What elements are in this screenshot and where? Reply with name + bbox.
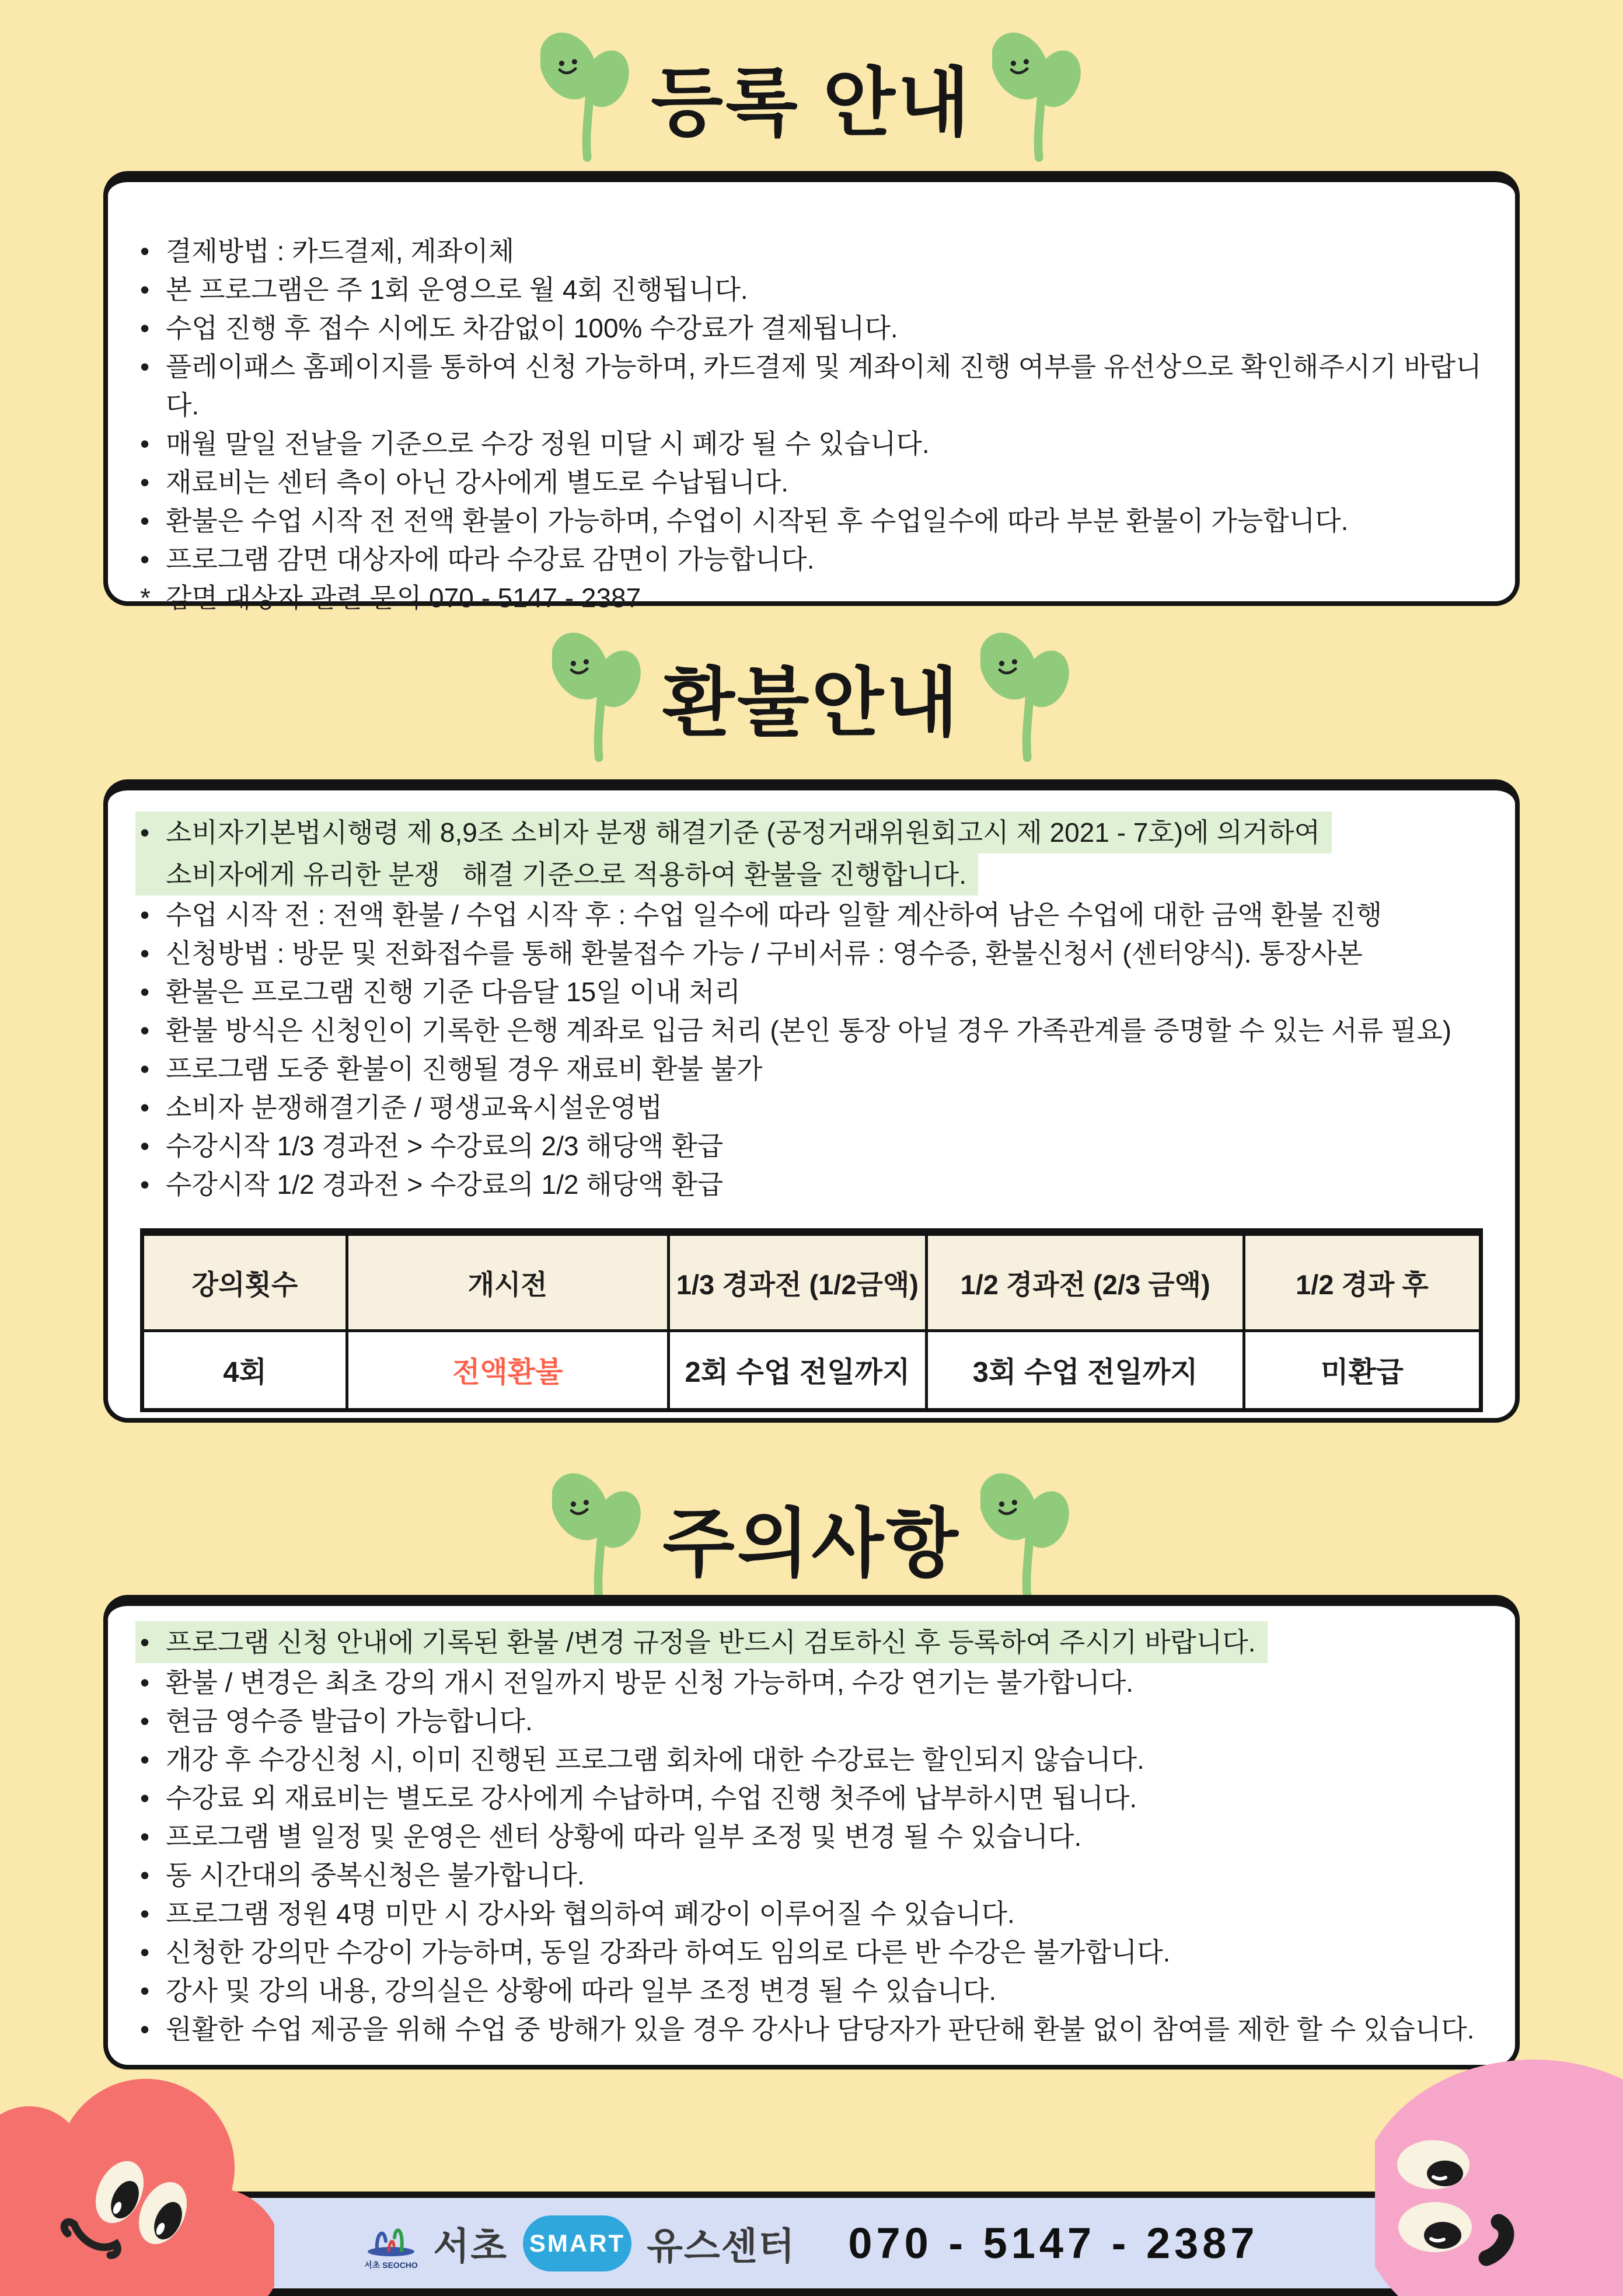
bullet-marker: • xyxy=(140,1937,150,1967)
bullet-marker: • xyxy=(140,1821,150,1852)
bullet-text: 본 프로그램은 주 1회 운영으로 월 4회 진행됩니다. xyxy=(166,274,748,305)
pink-blob-mascot xyxy=(1375,2057,1623,2296)
bullet-item xyxy=(140,973,1483,1011)
bullet-item xyxy=(140,853,1483,896)
bullet-item xyxy=(140,2010,1483,2048)
registration-info-card xyxy=(103,171,1520,613)
bullet-item xyxy=(140,1088,1483,1127)
bullet-item xyxy=(140,1165,1483,1204)
coral-blob-mascot xyxy=(0,2062,274,2296)
bullet-text: 매월 말일 전날을 기준으로 수강 정원 미달 시 폐강 될 수 있습니다. xyxy=(166,428,930,459)
bullet-marker: • xyxy=(140,1627,150,1657)
bullet-marker: • xyxy=(140,1131,150,1161)
bullet-text: 프로그램 도중 환불이 진행될 경우 재료비 환불 불가 xyxy=(166,1054,763,1084)
refund-table-cell: 2회 수업 전일까지 xyxy=(668,1331,927,1410)
bullet-text: 수강시작 1/3 경과전 > 수강료의 2/3 해당액 환급 xyxy=(166,1131,724,1161)
bullet-text: 프로그램 정원 4명 미만 시 강사와 협의하여 폐강이 이루어질 수 있습니다. xyxy=(166,1898,1015,1929)
bullet-item xyxy=(140,501,1483,540)
bullet-marker: * xyxy=(140,583,151,613)
bullet-marker: • xyxy=(140,544,150,574)
refund-table-cell: 전액환불 xyxy=(347,1331,668,1410)
bullet-item xyxy=(140,1779,1483,1817)
bullet-item xyxy=(140,1702,1483,1740)
bullet-item xyxy=(140,1127,1483,1165)
bullet-item xyxy=(140,424,1483,463)
bullet-text: 감면 대상자 관련 문의 070 - 5147 - 2387 xyxy=(166,583,641,613)
sprout-icon xyxy=(980,1467,1071,1607)
bullet-marker xyxy=(140,855,166,894)
refund-table-cell: 3회 수업 전일까지 xyxy=(927,1331,1244,1410)
brand-suffix: 유스센터 xyxy=(647,2225,796,2267)
bullet-marker: • xyxy=(140,1015,150,1046)
bullet-marker: • xyxy=(140,2014,150,2044)
bullet-text: 수업 진행 후 접수 시에도 차감없이 100% 수강료가 결제됩니다. xyxy=(166,313,898,343)
section-title-row-refund xyxy=(0,623,1623,769)
refund-table-header-cell: 1/2 경과 후 xyxy=(1244,1232,1481,1331)
bullet-marker: • xyxy=(140,1744,150,1775)
bullet-item xyxy=(140,309,1483,347)
bullet-item xyxy=(140,1621,1483,1663)
bullet-text: 결제방법 : 카드결제, 계좌이체 xyxy=(166,236,515,266)
section-title-row-caution xyxy=(0,1464,1623,1610)
bullet-marker: • xyxy=(140,1054,150,1084)
bullet-marker: • xyxy=(140,1898,150,1929)
sprout-icon xyxy=(980,626,1071,767)
bullet-item xyxy=(140,1050,1483,1088)
sprout-icon xyxy=(552,1467,643,1607)
bullet-marker: • xyxy=(140,817,150,848)
refund-table-header-cell: 1/3 경과전 (1/2금액) xyxy=(668,1232,927,1331)
section-title-row-registration xyxy=(0,23,1623,169)
bullet-text: 신청한 강의만 수강이 가능하며, 동일 강좌라 하여도 임의로 다른 반 수강은 불가합니다. xyxy=(166,1937,1171,1967)
bullet-text: 소비자 분쟁해결기준 / 평생교육시설운영법 xyxy=(166,1092,662,1123)
bullet-item xyxy=(140,1663,1483,1702)
bullet-marker: • xyxy=(140,900,150,930)
bullet-marker: • xyxy=(140,274,150,305)
bullet-item xyxy=(140,896,1483,934)
bullet-item xyxy=(140,579,1483,617)
bullet-text: 신청방법 : 방문 및 전화접수를 통해 환불접수 가능 / 구비서류 : 영수증, 환불신청서 (센터양식). 통장사본 xyxy=(166,938,1363,968)
refund-table-header-cell: 개시전 xyxy=(347,1232,668,1331)
bullet-text: 수업 시작 전 : 전액 환불 / 수업 시작 후 : 수업 일수에 따라 일할 계산하여 남은 수업에 대한 금액 환불 진행 xyxy=(166,900,1383,930)
section-title-refund: 환불안내 xyxy=(662,661,961,745)
bullet-text: 플레이패스 홈페이지를 통하여 신청 가능하며, 카드결제 및 계좌이체 진행 여부를 유선상으로 확인해주시기 바랍니다. xyxy=(166,351,1482,420)
bullet-text: 환불 방식은 신청인이 기록한 은행 계좌로 입금 처리 (본인 통장 아닐 경우 가족관계를 증명할 수 있는 서류 필요) xyxy=(166,1015,1452,1046)
page-title: 등록 안내 xyxy=(651,61,972,145)
footer-phone-number: 070 - 5147 - 2387 xyxy=(848,2219,1259,2267)
bullet-item xyxy=(140,1894,1483,1933)
caution-bullet-list xyxy=(140,1621,1483,2048)
bullet-item xyxy=(140,1011,1483,1050)
bullet-item xyxy=(140,811,1483,853)
bullet-text: 프로그램 신청 안내에 기록된 환불 /변경 규정을 반드시 검토하신 후 등록하여 주시기 바랍니다. xyxy=(166,1627,1256,1657)
bullet-item xyxy=(140,540,1483,579)
bullet-text: 현금 영수증 발급이 가능합니다. xyxy=(166,1706,533,1736)
bullet-item xyxy=(140,463,1483,501)
sprout-icon xyxy=(540,26,631,166)
bullet-marker: • xyxy=(140,1169,150,1200)
bullet-text: 원활한 수업 제공을 위해 수업 중 방해가 있을 경우 강사나 담당자가 판단해 환불 없이 참여를 제한 할 수 있습니다. xyxy=(166,2014,1475,2044)
sprout-icon xyxy=(992,26,1083,166)
bullet-marker: • xyxy=(140,236,150,266)
bullet-text: 환불 / 변경은 최초 강의 개시 전일까지 방문 신청 가능하며, 수강 연기는 불가합니다. xyxy=(166,1667,1134,1698)
bullet-marker: • xyxy=(140,313,150,343)
bullet-item xyxy=(140,1856,1483,1894)
bullet-item xyxy=(140,232,1483,270)
bullet-item xyxy=(140,270,1483,309)
bullet-text: 강사 및 강의 내용, 강의실은 상황에 따라 일부 조정 변경 될 수 있습니다. xyxy=(166,1976,997,2006)
refund-table xyxy=(140,1228,1483,1412)
bullet-item xyxy=(140,1933,1483,1971)
bullet-marker: • xyxy=(140,428,150,459)
registration-bullet-list xyxy=(140,232,1483,617)
bullet-text: 수강료 외 재료비는 별도로 강사에게 수납하며, 수업 진행 첫주에 납부하시면 됩니다. xyxy=(166,1783,1137,1813)
bullet-text: 수강시작 1/2 경과전 > 수강료의 1/2 해당액 환급 xyxy=(166,1169,724,1200)
seocho-district-logo-icon xyxy=(364,2215,418,2271)
bullet-text: 환불은 수업 시작 전 전액 환불이 가능하며, 수업이 시작된 후 수업일수에 따라 부분 환불이 가능합니다. xyxy=(166,506,1349,536)
seocho-district-logo-text: 서초 SEOCHO xyxy=(364,2260,418,2270)
refund-bullet-list xyxy=(140,811,1483,1204)
bullet-text: 동 시간대의 중복신청은 불가합니다. xyxy=(166,1860,585,1890)
bullet-marker: • xyxy=(140,1783,150,1813)
bullet-marker: • xyxy=(140,1092,150,1123)
brand-prefix: 서초 xyxy=(433,2225,508,2267)
bullet-marker: • xyxy=(140,467,150,497)
bullet-text: 프로그램 별 일정 및 운영은 센터 상황에 따라 일부 조정 및 변경 될 수 있습니다. xyxy=(166,1821,1082,1852)
bullet-text: 재료비는 센터 측이 아닌 강사에게 별도로 수납됩니다. xyxy=(166,467,789,497)
center-brand xyxy=(364,2215,795,2271)
bullet-marker: • xyxy=(140,977,150,1007)
bullet-marker: • xyxy=(140,351,150,382)
bullet-marker: • xyxy=(140,1706,150,1736)
bullet-marker: • xyxy=(140,1667,150,1698)
smart-badge: SMART xyxy=(523,2215,631,2271)
bullet-item xyxy=(140,1817,1483,1856)
bullet-text: 프로그램 감면 대상자에 따라 수강료 감면이 가능합니다. xyxy=(166,544,815,574)
bullet-marker: • xyxy=(140,506,150,536)
bullet-text: 개강 후 수강신청 시, 이미 진행된 프로그램 회차에 대한 수강료는 할인되지 않습니다. xyxy=(166,1744,1144,1775)
bullet-item xyxy=(140,1971,1483,2010)
bullet-item xyxy=(140,934,1483,973)
caution-info-card xyxy=(103,1595,1520,2069)
sprout-icon xyxy=(552,626,643,767)
refund-table-cell: 4회 xyxy=(142,1331,347,1410)
section-title-caution: 주의사항 xyxy=(662,1502,961,1586)
refund-info-card xyxy=(103,779,1520,1423)
refund-table-header-cell: 1/2 경과전 (2/3 금액) xyxy=(927,1232,1244,1331)
bullet-text: 소비자에게 유리한 분쟁 해결 기준으로 적용하여 환불을 진행합니다. xyxy=(166,859,967,890)
bullet-marker: • xyxy=(140,938,150,968)
refund-table-cell: 미환급 xyxy=(1244,1331,1481,1410)
refund-table-header-cell: 강의횟수 xyxy=(142,1232,347,1331)
bullet-text: 환불은 프로그램 진행 기준 다음달 15일 이내 처리 xyxy=(166,977,741,1007)
bullet-text: 소비자기본법시행령 제 8,9조 소비자 분쟁 해결기준 (공정거래위원회고시 제 2021 - 7호)에 의거하여 xyxy=(166,817,1321,848)
bullet-marker: • xyxy=(140,1976,150,2006)
bullet-marker: • xyxy=(140,1860,150,1890)
bullet-item xyxy=(140,1740,1483,1779)
bullet-item xyxy=(140,347,1483,424)
